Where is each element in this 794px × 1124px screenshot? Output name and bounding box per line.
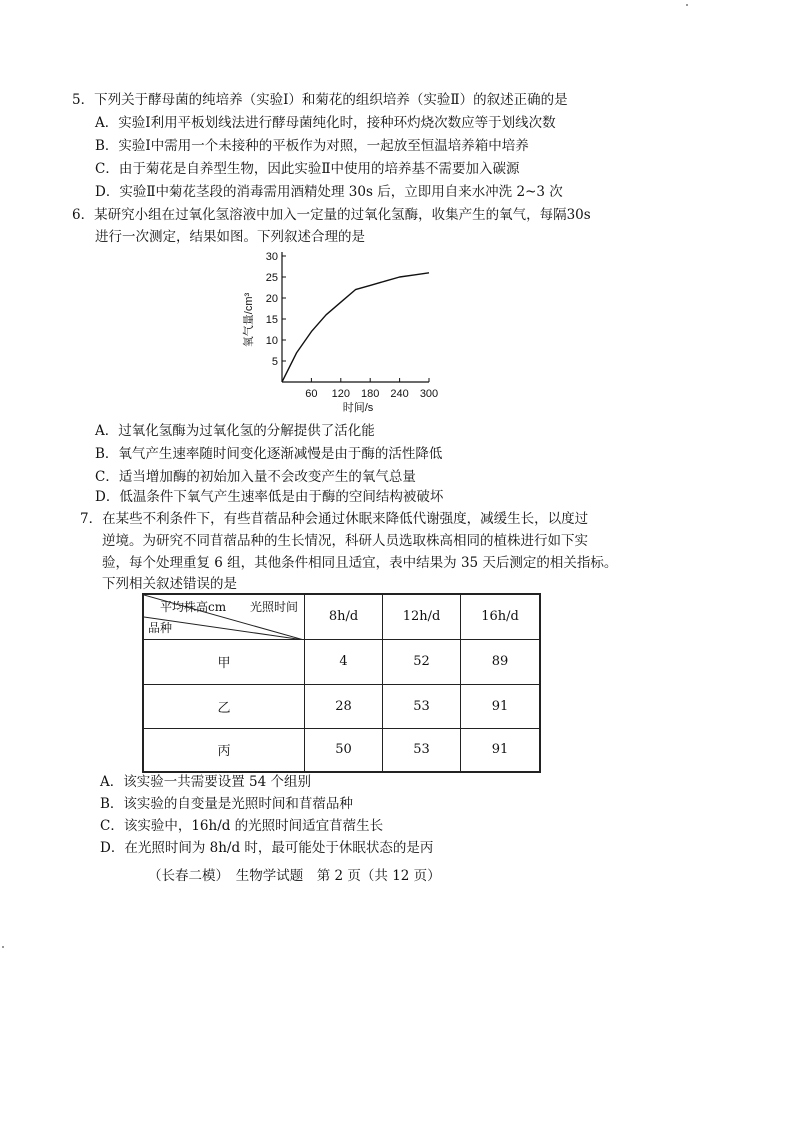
q7-option-b: B．该实验的自变量是光照时间和苜蓿品种 [100, 796, 353, 812]
variety-cell: 乙 [143, 684, 305, 728]
x-tick-label: 240 [390, 388, 409, 400]
table-row [143, 639, 540, 684]
table-cell: 91 [461, 728, 541, 772]
table-cell: 4 [305, 639, 383, 684]
oxygen-chart [232, 248, 447, 418]
page-footer: （长春二模） 生物学试题 第 2 页（共 12 页） [148, 868, 441, 884]
table-cell: 53 [383, 684, 461, 728]
q7-option-a: A．该实验一共需要设置 54 个组别 [100, 774, 312, 790]
header-left-label: 品种 [148, 621, 173, 635]
header-right-label: 光照时间 [249, 600, 298, 614]
q5-stem: 5．下列关于酵母菌的纯培养（实验Ⅰ）和菊花的组织培养（实验Ⅱ）的叙述正确的是 [72, 92, 568, 108]
table-cell: 53 [383, 728, 461, 772]
header-top-label: 平均株高cm [160, 600, 227, 614]
q7-stem-line3: 验，每个处理重复 6 组，其他条件相同且适宜，表中结果为 35 天后测定的相关指标。 [102, 555, 618, 571]
q7-option-c: C．该实验中，16h/d 的光照时间适宜苜蓿生长 [100, 818, 384, 834]
x-tick-label: 120 [331, 388, 350, 400]
scan-speck [2, 946, 4, 948]
table-column-header: 16h/d [461, 594, 541, 639]
q7-stem-line1: 7．在某些不利条件下，有些苜蓿品种会通过休眠来降低代谢强度，减缓生长，以度过 [80, 511, 589, 527]
x-axis-label: 时间/s [342, 402, 374, 414]
variety-cell: 丙 [143, 728, 305, 772]
table-column-header: 8h/d [305, 594, 383, 639]
table-cell: 52 [383, 639, 461, 684]
y-tick-label: 20 [265, 293, 278, 305]
table-cell: 28 [305, 684, 383, 728]
variety-cell: 甲 [143, 639, 305, 684]
q7-stem-line2: 逆境。为研究不同苜蓿品种的生长情况，科研人员选取株高相同的植株进行如下实 [102, 533, 588, 549]
oxygen-series-line [282, 273, 429, 382]
table-cell: 89 [461, 639, 541, 684]
q6-stem-line2: 进行一次测定，结果如图。下列叙述合理的是 [95, 229, 365, 245]
x-tick-label: 60 [305, 388, 318, 400]
q5-option-d: D．实验Ⅱ中菊花茎段的消毒需用酒精处理 30s 后，立即用自来水冲洗 2~3 次 [95, 184, 563, 200]
q6-option-c: C．适当增加酶的初始加入量不会改变产生的氧气总量 [95, 469, 416, 485]
table-row [143, 684, 540, 728]
y-tick-label: 5 [271, 356, 278, 368]
x-tick-label: 300 [419, 388, 439, 400]
table-column-header: 12h/d [383, 594, 461, 639]
table-row [143, 728, 540, 772]
q6-option-b: B．氧气产生速率随时间变化逐渐减慢是由于酶的活性降低 [95, 446, 443, 462]
y-tick-label: 30 [265, 251, 278, 263]
y-tick-label: 25 [265, 272, 278, 284]
y-axis-label: 氧气量/cm³ [243, 292, 255, 348]
plant-height-table [142, 593, 541, 773]
q5-option-c: C．由于菊花是自养型生物，因此实验Ⅱ中使用的培养基不需要加入碳源 [95, 161, 520, 177]
table-cell: 91 [461, 684, 541, 728]
q7-stem-line4: 下列相关叙述错误的是 [102, 576, 237, 592]
q5-option-a: A．实验Ⅰ利用平板划线法进行酵母菌纯化时，接种环灼烧次数应等于划线次数 [95, 115, 556, 131]
q6-option-a: A．过氧化氢酶为过氧化氢的分解提供了活化能 [95, 423, 375, 439]
y-tick-label: 15 [265, 314, 278, 326]
table-cell: 50 [305, 728, 383, 772]
y-tick-label: 10 [265, 335, 278, 347]
table-header-row [143, 594, 540, 639]
q5-option-b: B．实验Ⅰ中需用一个未接种的平板作为对照，一起放至恒温培养箱中培养 [95, 138, 529, 154]
q6-option-d: D．低温条件下氧气产生速率低是由于酶的空间结构被破坏 [95, 489, 444, 505]
x-tick-label: 180 [361, 388, 380, 400]
q6-stem-line1: 6．某研究小组在过氧化氢溶液中加入一定量的过氧化氢酶，收集产生的氧气，每隔30s [72, 207, 591, 223]
q7-option-d: D．在光照时间为 8h/d 时，最可能处于休眠状态的是丙 [100, 840, 434, 856]
table-diagonal-header [143, 594, 305, 639]
scan-speck [686, 4, 688, 6]
